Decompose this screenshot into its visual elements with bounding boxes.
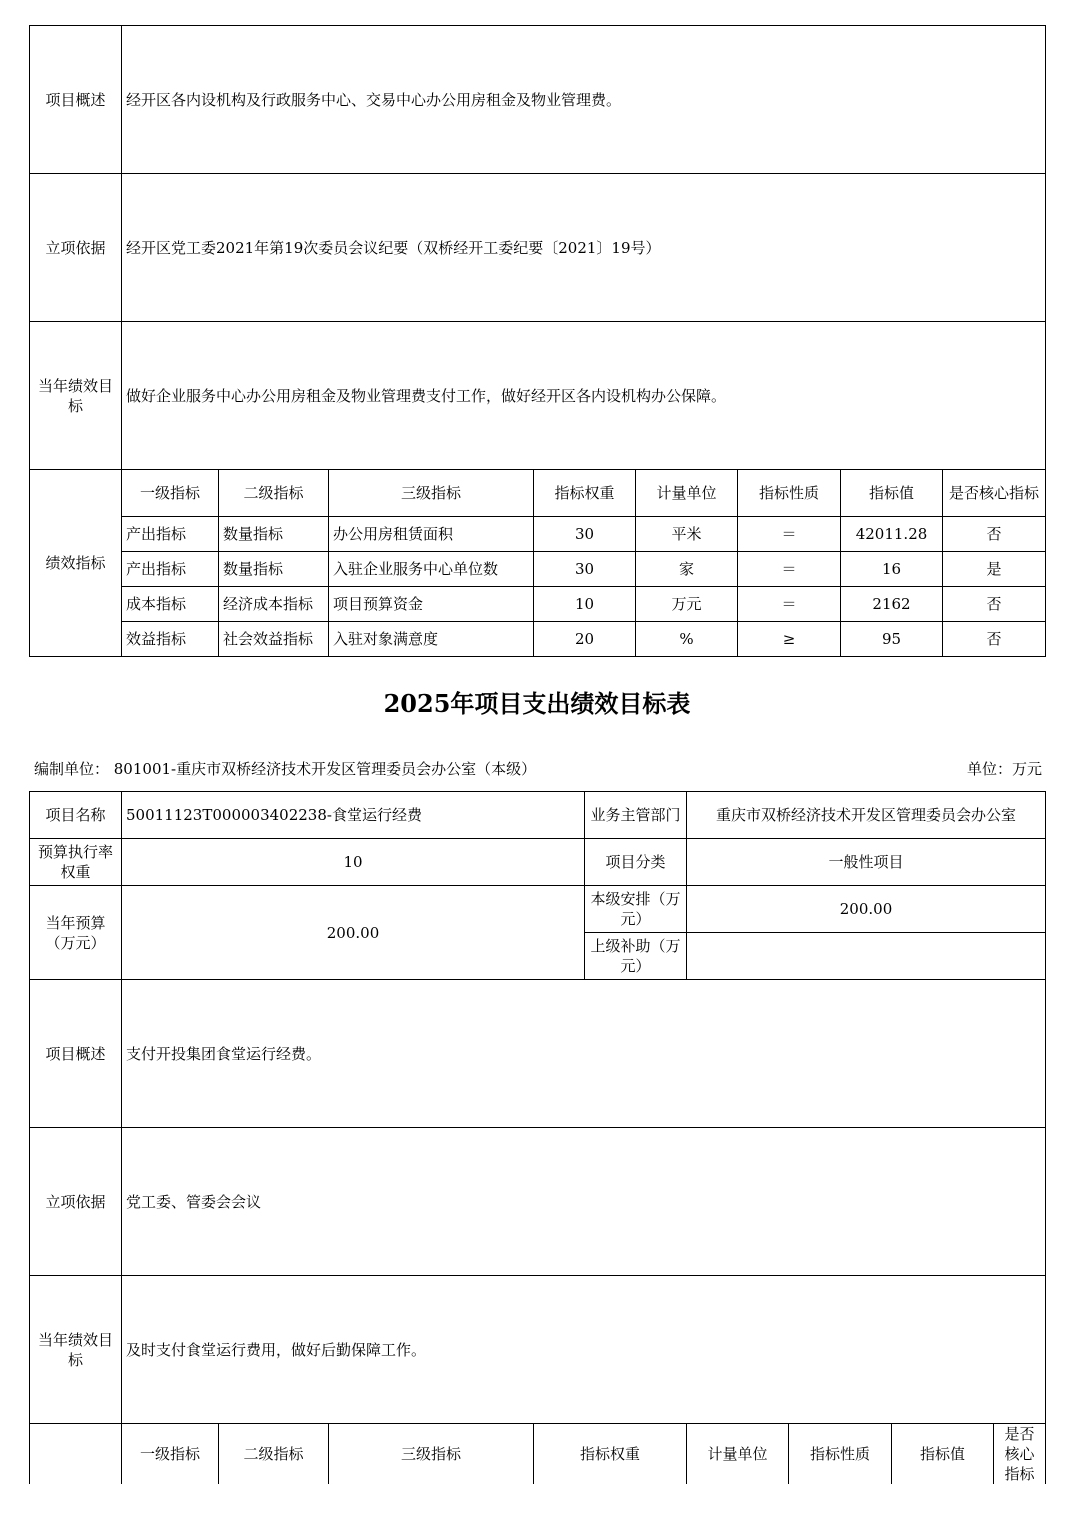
cell-unit: % xyxy=(636,622,738,657)
project-name-value: 50011123T000003402238-食堂运行经费 xyxy=(122,792,585,839)
cell-level2: 数量指标 xyxy=(219,552,329,587)
overview-label: 项目概述 xyxy=(30,26,122,174)
cell-level3: 入驻企业服务中心单位数 xyxy=(329,552,534,587)
cell-core: 否 xyxy=(943,517,1046,552)
indicator-header-row xyxy=(30,1424,1046,1485)
cell-nature: ≥ xyxy=(738,622,841,657)
header-nature: 指标性质 xyxy=(789,1424,892,1485)
page-title: 2025年项目支出绩效目标表 xyxy=(383,689,691,718)
cell-core: 否 xyxy=(943,587,1046,622)
cell-level2: 数量指标 xyxy=(219,517,329,552)
cell-nature: ＝ xyxy=(738,552,841,587)
budget-value: 200.00 xyxy=(122,886,585,980)
header-weight: 指标权重 xyxy=(534,1424,687,1485)
cell-level2: 经济成本指标 xyxy=(219,587,329,622)
cell-value: 95 xyxy=(841,622,943,657)
cell-level3: 项目预算资金 xyxy=(329,587,534,622)
header-level1: 一级指标 xyxy=(122,1424,219,1485)
cell-level3: 入驻对象满意度 xyxy=(329,622,534,657)
cell-weight: 10 xyxy=(534,587,636,622)
cell-weight: 20 xyxy=(534,622,636,657)
cell-core: 是 xyxy=(943,552,1046,587)
basis-value: 经开区党工委2021年第19次委员会议纪要（双桥经开工委纪要〔2021〕19号） xyxy=(122,174,1046,322)
project-name-row xyxy=(30,792,1046,839)
cell-unit: 平米 xyxy=(636,517,738,552)
target-value: 做好企业服务中心办公用房租金及物业管理费支付工作，做好经开区各内设机构办公保障。 xyxy=(122,322,1046,470)
header-unit: 计量单位 xyxy=(636,470,738,517)
category-label: 项目分类 xyxy=(585,839,687,886)
cell-level1: 成本指标 xyxy=(122,587,219,622)
category-value: 一般性项目 xyxy=(687,839,1046,886)
exec-weight-label: 预算执行率权重 xyxy=(30,839,122,886)
dept-value: 重庆市双桥经济技术开发区管理委员会办公室 xyxy=(687,792,1046,839)
indicator-header-row xyxy=(30,470,1046,517)
header-value: 指标值 xyxy=(892,1424,994,1485)
cell-core: 否 xyxy=(943,622,1046,657)
cell-weight: 30 xyxy=(534,552,636,587)
cell-level1: 产出指标 xyxy=(122,552,219,587)
exec-weight-row xyxy=(30,839,1046,886)
cell-nature: ＝ xyxy=(738,587,841,622)
compiling-unit: 编制单位： 801001-重庆市双桥经济技术开发区管理委员会办公室（本级） xyxy=(34,760,537,778)
overview-row xyxy=(30,980,1046,1128)
target-row xyxy=(30,322,1046,470)
target-row xyxy=(30,1276,1046,1424)
cell-weight: 30 xyxy=(534,517,636,552)
basis-row xyxy=(30,174,1046,322)
exec-weight-value: 10 xyxy=(122,839,585,886)
upper-subsidy-value xyxy=(687,933,1046,980)
cell-nature: ＝ xyxy=(738,517,841,552)
header-level2: 二级指标 xyxy=(219,1424,329,1485)
cell-level2: 社会效益指标 xyxy=(219,622,329,657)
header-level1: 一级指标 xyxy=(122,470,219,517)
cell-level1: 产出指标 xyxy=(122,517,219,552)
cell-value: 42011.28 xyxy=(841,517,943,552)
performance-table-canteen xyxy=(29,791,1046,1484)
header-nature: 指标性质 xyxy=(738,470,841,517)
header-core: 是否核心指标 xyxy=(943,470,1046,517)
header-weight: 指标权重 xyxy=(534,470,636,517)
indicator-row xyxy=(30,587,1046,622)
budget-label: 当年预算（万元） xyxy=(30,886,122,980)
indicator-row xyxy=(30,622,1046,657)
header-level3: 三级指标 xyxy=(329,470,534,517)
overview-label: 项目概述 xyxy=(30,980,122,1128)
header-unit: 计量单位 xyxy=(687,1424,789,1485)
performance-table-previous xyxy=(29,25,1046,657)
dept-label: 业务主管部门 xyxy=(585,792,687,839)
target-label: 当年绩效目标 xyxy=(30,322,122,470)
overview-value: 支付开投集团食堂运行经费。 xyxy=(122,980,1046,1128)
basis-row xyxy=(30,1128,1046,1276)
indicator-row xyxy=(30,517,1046,552)
indicators-label: 绩效指标 xyxy=(30,470,122,657)
basis-value: 党工委、管委会会议 xyxy=(122,1128,1046,1276)
cell-unit: 万元 xyxy=(636,587,738,622)
target-label: 当年绩效目标 xyxy=(30,1276,122,1424)
cell-value: 16 xyxy=(841,552,943,587)
indicators-label-cell xyxy=(30,1424,122,1485)
cell-value: 2162 xyxy=(841,587,943,622)
indicator-row xyxy=(30,552,1046,587)
basis-label: 立项依据 xyxy=(30,174,122,322)
amount-unit: 单位：万元 xyxy=(966,760,1042,778)
budget-row xyxy=(30,886,1046,933)
header-level3: 三级指标 xyxy=(329,1424,534,1485)
cell-level3: 办公用房租赁面积 xyxy=(329,517,534,552)
own-arrange-label: 本级安排（万元） xyxy=(585,886,687,933)
target-value: 及时支付食堂运行费用，做好后勤保障工作。 xyxy=(122,1276,1046,1424)
cell-unit: 家 xyxy=(636,552,738,587)
overview-value: 经开区各内设机构及行政服务中心、交易中心办公用房租金及物业管理费。 xyxy=(122,26,1046,174)
header-value: 指标值 xyxy=(841,470,943,517)
basis-label: 立项依据 xyxy=(30,1128,122,1276)
overview-row xyxy=(30,26,1046,174)
header-core: 是否核心指标 xyxy=(994,1424,1046,1485)
upper-subsidy-label: 上级补助（万元） xyxy=(585,933,687,980)
cell-level1: 效益指标 xyxy=(122,622,219,657)
project-name-label: 项目名称 xyxy=(30,792,122,839)
header-level2: 二级指标 xyxy=(219,470,329,517)
own-arrange-value: 200.00 xyxy=(687,886,1046,933)
